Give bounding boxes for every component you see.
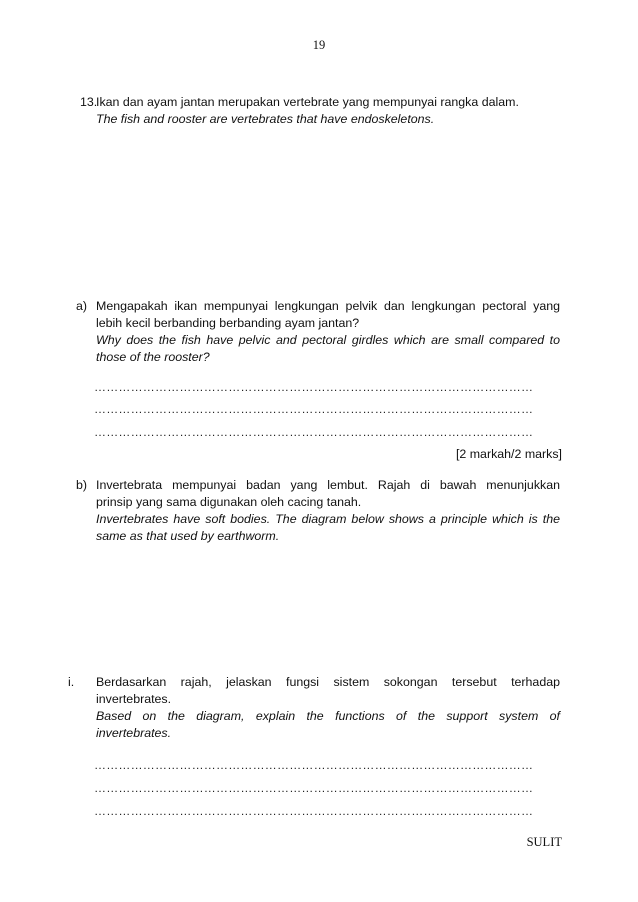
part-b-text-malay-line2: prinsip yang sama digunakan oleh cacing tanah.: [96, 495, 362, 509]
part-i-label: i.: [68, 675, 75, 689]
part-i-question-malay-line2: invertebrates.: [96, 692, 172, 706]
part-i-question-malay-line1: Berdasarkan rajah, jelaskan fungsi sistem sokongan tersebut terhadap: [96, 675, 560, 689]
question-13-number: 13.: [80, 95, 98, 109]
part-a-question-english-line2: those of the rooster?: [96, 350, 210, 364]
part-b-text-malay-line1: Invertebrata mempunyai badan yang lembut. Rajah di bawah menunjukkan: [96, 478, 560, 492]
part-i-question-english-line2: invertebrates.: [96, 726, 172, 740]
part-a-question-malay-line1: Mengapakah ikan mempunyai lengkungan pelvik dan lengkungan pectoral yang: [96, 299, 560, 313]
part-i-answer-line-2[interactable]: ………………………………………………………………………………………………: [94, 781, 534, 795]
part-a-marks: [2 markah/2 marks]: [455, 447, 562, 461]
question-13-text-malay: Ikan dan ayam jantan merupakan vertebrate yang mempunyai rangka dalam.: [96, 95, 519, 109]
part-a-label: a): [76, 299, 88, 313]
part-a-question-malay-line2: lebih kecil berbanding berbanding ayam jantan?: [96, 316, 360, 330]
part-i-answer-line-3[interactable]: ………………………………………………………………………………………………: [94, 804, 534, 818]
page-number: 19: [312, 38, 326, 52]
part-i-question-english-line1: Based on the diagram, explain the functions of the support system of: [96, 709, 560, 723]
footer-sulit: SULIT: [526, 835, 562, 849]
part-b-text-english-line2: same as that used by earthworm.: [96, 529, 280, 543]
part-b-text-english-line1: Invertebrates have soft bodies. The diagram below shows a principle which is the: [96, 512, 560, 526]
part-a-question-english-line1: Why does the fish have pelvic and pectoral girdles which are small compared to: [96, 333, 560, 347]
question-13-text-english: The fish and rooster are vertebrates that have endoskeletons.: [96, 112, 435, 126]
part-b-label: b): [76, 478, 88, 492]
part-a-answer-line-2[interactable]: ………………………………………………………………………………………………: [94, 402, 534, 416]
part-i-answer-line-1[interactable]: ………………………………………………………………………………………………: [94, 758, 534, 772]
part-a-answer-line-3[interactable]: ………………………………………………………………………………………………: [94, 425, 534, 439]
part-a-answer-line-1[interactable]: ………………………………………………………………………………………………: [94, 380, 534, 394]
